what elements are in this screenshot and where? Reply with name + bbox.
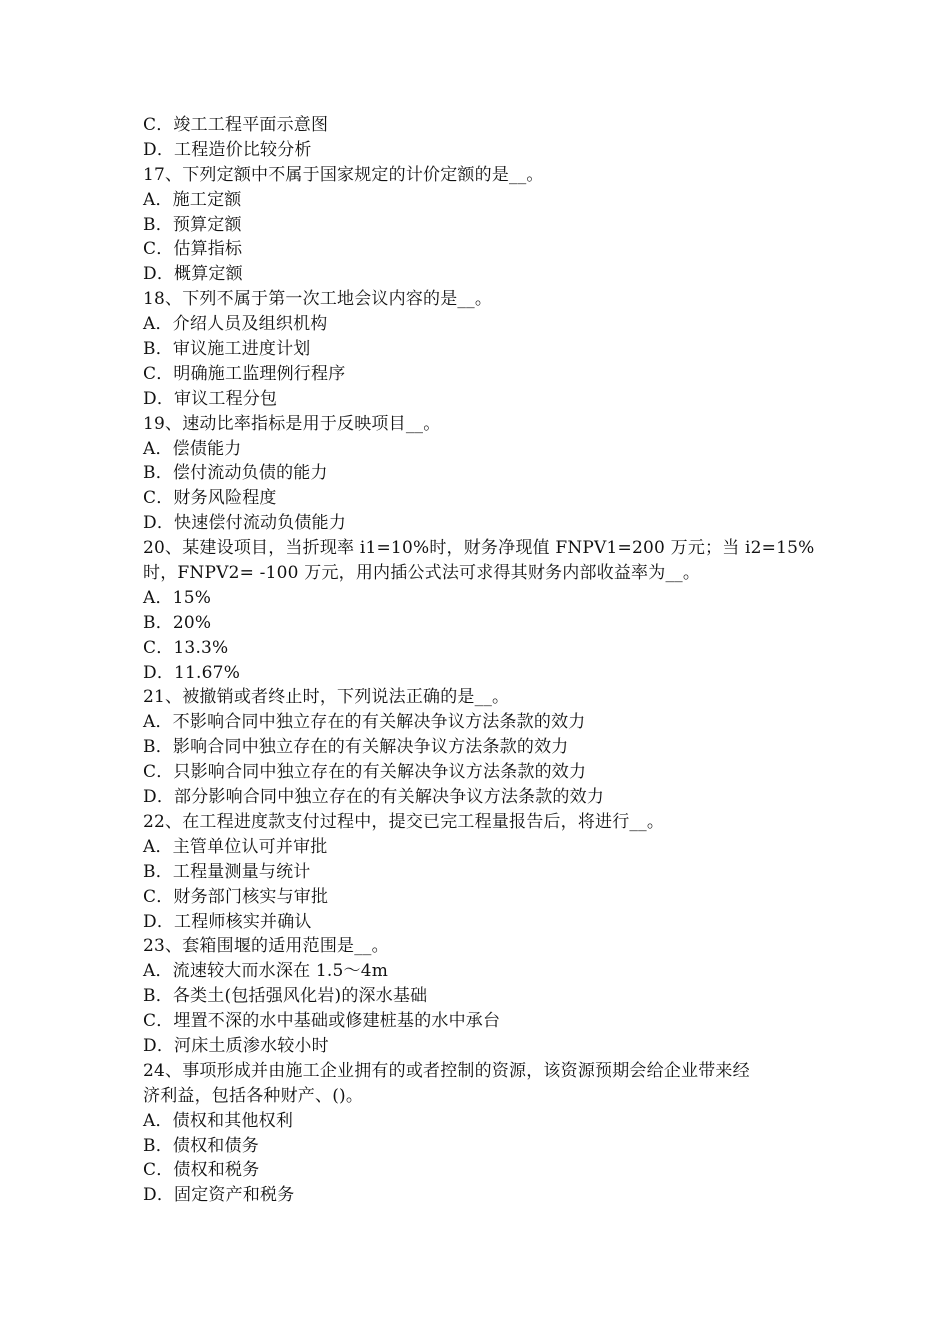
question-23-option-c: C．埋置不深的水中基础或修建桩基的水中承台	[143, 1011, 501, 1032]
question-23-option-a: A．流速较大而水深在 1.5～4m	[143, 961, 389, 982]
question-18-option-a: A．介绍人员及组织机构	[143, 314, 328, 335]
question-21-option-a: A．不影响合同中独立存在的有关解决争议方法条款的效力	[143, 712, 586, 733]
question-19: 19、速动比率指标是用于反映项目__。	[143, 413, 441, 434]
question-24-option-c: C．债权和税务	[143, 1160, 260, 1181]
question-17-option-d: D．概算定额	[143, 264, 243, 285]
question-19-option-d: D．快速偿付流动负债能力	[143, 513, 347, 534]
question-19-option-c: C．财务风险程度	[143, 488, 277, 509]
question-24-line-1: 24、事项形成并由施工企业拥有的或者控制的资源，该资源预期会给企业带来经	[143, 1060, 750, 1081]
question-18-option-c: C．明确施工监理例行程序	[143, 363, 346, 384]
question-24-line-2: 济利益，包括各种财产、()。	[143, 1085, 364, 1106]
question-21: 21、被撤销或者终止时，下列说法正确的是__。	[143, 687, 510, 708]
question-20-option-d: D．11.67%	[143, 662, 241, 683]
question-20-option-c: C．13.3%	[143, 637, 229, 658]
question-18: 18、下列不属于第一次工地会议内容的是__。	[143, 289, 493, 310]
question-21-option-c: C．只影响合同中独立存在的有关解决争议方法条款的效力	[143, 762, 587, 783]
question-17-option-a: A．施工定额	[143, 189, 242, 210]
question-22-option-a: A．主管单位认可并审批	[143, 836, 328, 857]
question-20-line-1: 20、某建设项目，当折现率 i1=10%时，财务净现值 FNPV1=200 万元；当 i2=15%	[143, 538, 815, 559]
question-20-option-a: A．15%	[143, 587, 212, 608]
question-19-option-b: B．偿付流动负债的能力	[143, 463, 328, 484]
question-23-option-d: D．河床土质渗水较小时	[143, 1035, 329, 1056]
question-21-option-b: B．影响合同中独立存在的有关解决争议方法条款的效力	[143, 737, 569, 758]
question-17-option-b: B．预算定额	[143, 214, 242, 235]
question-22-option-c: C．财务部门核实与审批	[143, 886, 329, 907]
option-d-line: D．工程造价比较分析	[143, 139, 312, 160]
option-c-line: C．竣工工程平面示意图	[143, 115, 329, 135]
question-23: 23、套箱围堰的适用范围是__。	[143, 936, 389, 957]
question-20-option-b: B．20%	[143, 612, 212, 633]
question-18-option-b: B．审议施工进度计划	[143, 339, 311, 360]
question-19-option-a: A．偿债能力	[143, 438, 242, 459]
question-24-option-a: A．债权和其他权利	[143, 1110, 294, 1131]
question-21-option-d: D．部分影响合同中独立存在的有关解决争议方法条款的效力	[143, 787, 605, 808]
question-17-option-c: C．估算指标	[143, 239, 243, 260]
question-24-option-b: B．债权和债务	[143, 1135, 259, 1156]
question-22: 22、在工程进度款支付过程中，提交已完工程量报告后，将进行__。	[143, 811, 665, 832]
document-page	[143, 113, 815, 1208]
question-20-line-2: 时，FNPV2= -100 万元，用内插公式法可求得其财务内部收益率为__。	[143, 563, 701, 584]
question-24-option-d: D．固定资产和税务	[143, 1185, 295, 1206]
question-22-option-d: D．工程师核实并确认	[143, 911, 312, 932]
question-23-option-b: B．各类土(包括强风化岩)的深水基础	[143, 986, 428, 1007]
question-22-option-b: B．工程量测量与统计	[143, 861, 311, 882]
question-18-option-d: D．审议工程分包	[143, 388, 278, 409]
question-17: 17、下列定额中不属于国家规定的计价定额的是__。	[143, 164, 544, 185]
